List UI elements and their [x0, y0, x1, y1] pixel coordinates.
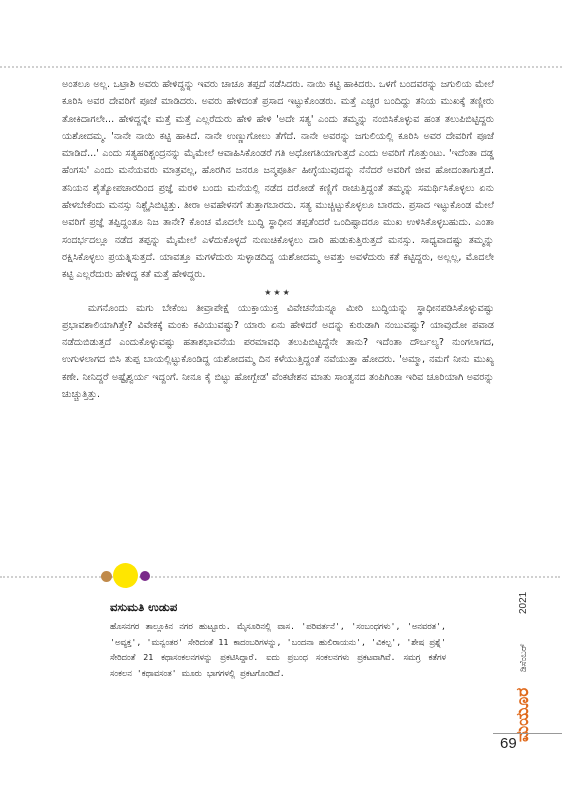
decorative-yellow-dot: [113, 563, 138, 588]
author-name: ವಸುಮತಿ ಉಡುಪ: [110, 600, 178, 614]
issue-month: ಡಿಸೆಂಬರ್: [519, 643, 529, 672]
magazine-name: ಮಯೂರ: [513, 687, 533, 742]
decorative-purple-dot: [140, 571, 150, 581]
article-body: [62, 76, 494, 403]
issue-year: 2021: [518, 591, 529, 614]
top-dotted-rule: [0, 66, 562, 68]
section-separator-stars: ★★★: [264, 287, 292, 297]
author-divider: [0, 576, 560, 578]
issue-date: [510, 580, 534, 680]
page-number-rule: [493, 733, 562, 734]
author-bio: ಹೊಸನಗರ ತಾಲ್ಲೂಕಿನ ನಗರ ಹುಟ್ಟೂರು. ಮೈಸೂರಿನಲ್ಲಿ ವಾಸ. 'ಪರಿವರ್ತನೆ', 'ಸಂಬಂಧಗಳು', 'ಅನವರತ', 'ಅವ್ಯಕ್ತ', 'ಮನ್ವಂತರ' ಸೇರಿದಂತೆ 11 ಕಾದಂಬರಿಗಳನ್ನು, 'ಬಂದನಾ ಹುಲಿರಾಯನು', 'ವಿಕಲ್ಪ', 'ಶೇಷ ಪ್ರಶ್ನೆ' ಸೇರಿದಂತೆ 21 ಕಥಾಸಂಕಲನಗಳನ್ನು ಪ್ರಕಟಿಸಿದ್ದಾರೆ. ಐದು ಪ್ರಬಂಧ ಸಂಕಲನಗಳು ಪ್ರಕಟವಾಗಿವೆ. ಸಮಗ್ರ ಕತೆಗಳ ಸಂಕಲನ 'ಕಥಾವಸಂತ' ಮೂರು ಭಾಗಗಳಲ್ಲಿ ಪ್ರಕಟಗೊಂಡಿದೆ.: [110, 621, 446, 678]
page-number: 69: [500, 735, 517, 752]
decorative-brown-dot: [101, 571, 112, 582]
article-paragraph-1: ಅಂತಲೂ ಅಲ್ಲ. ಒಟ್ರಾಶಿ ಅವರು ಹೇಳಿದ್ದನ್ನು ಇವರು ಚಾಚೂ ತಪ್ಪದೆ ನಡೆಸಿದರು. ನಾಯಿ ಕಟ್ಟಿ ಹಾಕಿದರು. ಒಳಗೆ ಬಂದವರನ್ನು ಜಗುಲಿಯ ಮೇಲೆ ಕೂರಿಸಿ ಅವರ ದೇವರಿಗೆ ಪೂಜೆ ಮಾಡಿದರು. ಅವರು ಹೇಳಿದಂತೆ ಪ್ರಸಾದ ಇಟ್ಟುಕೊಂಡರು. ಮತ್ತೆ ಎಚ್ಚರ ಬಂದಿದ್ದು ತನಿಯ ಮುಖಕ್ಕೆ ತಣ್ಣೀರು ತೋಕಿದಾಗಲೇ... ಹೇಳಿದ್ದನ್ನೇ ಮತ್ತೆ ಮತ್ತೆ ಎಲ್ಲರೆದುರು ಹೇಳಿ ಹೇಳಿ 'ಅದೇ ಸತ್ಯ' ಎಂದು ತಮ್ಮನ್ನು ನಂಬಿಸಿಕೊಳ್ಳುವ ಹಂತ ತಲುಪಿಬಿಟ್ಟಿದ್ದರು ಯಶೋದಮ್ಮ. 'ನಾನೇ ನಾಯಿ ಕಟ್ಟಿ ಹಾಕಿದೆ. ನಾನೇ ಉಣ್ಣುಗೋಲು ತೆಗೆದೆ. ನಾನೇ ಅವರನ್ನು ಜಗುಲಿಯಲ್ಲಿ ಕೂರಿಸಿ ಅವರ ದೇವರಿಗೆ ಪೂಜೆ ಮಾಡಿದೆ...' ಎಂದು ಸತ್ಯಹರಿಶ್ಚಂದ್ರನನ್ನು ಮೈಮೇಲೆ ಆವಾಹಿಸಿಕೊಂಡರೆ ಗತಿ ಅಧೋಗತಿಯಾಗುತ್ತದೆ ಎಂದು ಅವರಿಗೆ ಗೊತ್ತುಂಟು. 'ಇದೆಂತಾ ದಡ್ಡ ಹೆಂಗಸು' ಎಂದು ಮನೆಯವರು ಮಾತ್ರವಲ್ಲ, ಹೊರಗಿನ ಜನರೂ ಜನ್ಮಪೂರ್ತಿ ಹೀಗ್ಳೆಯುವುದನ್ನು ನೆನೆದರೆ ಅವರಿಗೆ ಜೀವ ಹೋದಂತಾಗುತ್ತದೆ. ತನಿಯನ ಶೈತ್ಯೋಪಚಾರದಿಂದ ಪ್ರಜ್ಞೆ ಮರಳಿ ಬಂದು ಮನೆಯಲ್ಲಿ ನಡೆದ ದರೋಡೆ ಕಣ್ಣಿಗೆ ರಾಚುತ್ತಿದ್ದಂತೆ ತಮ್ಮನ್ನು ಸಮರ್ಥಿಸಿಕೊಳ್ಳಲು ಏನು ಹೇಳಬೇಕೆಂದು ಮನಸ್ಸು ನಿಶ್ಚೈಸಿಬಿಟ್ಟಿತ್ತು. ತೀರಾ ಅವಹೇಳನಗೆ ತುತ್ತಾಗಬಾರದು. ಸತ್ಯ ಮುಚ್ಚಿಟ್ಟುಕೊಳ್ಳಲೂ ಬಾರದು. ಪ್ರಸಾದ ಇಟ್ಟುಕೊಂಡ ಮೇಲೆ ಅವರಿಗೆ ಪ್ರಜ್ಞೆ ತಪ್ಪಿದ್ದಂತೂ ನಿಜ ತಾನೇ? ಕೊಂಚ ಮೊದಲೇ ಬುದ್ಧಿ ಸ್ಥಾಧೀನ ತಪ್ಪತೆಂದರೆ ಒಂದಿಷ್ಟಾದರೂ ಮುಖ ಉಳಿಸಿಕೊಳ್ಳಬಹುದು. ಎಂತಾ ಸಂದರ್ಭದಲ್ಲೂ ನಡೆದ ತಪ್ಪನ್ನು ಮೈಮೇಲೆ ಎಳೆದುಕೊಳ್ಳದೆ ನುಣುಚಿಕೊಳ್ಳಲು ದಾರಿ ಹುಡುಕುತ್ತಿರುತ್ತದೆ ಮನಸ್ಸು. ಸಾಧ್ಯವಾದಷ್ಟು ತಮ್ಮನ್ನು ರಕ್ಷಿಸಿಕೊಳ್ಳಲು ಪ್ರಯತ್ನಿಸುತ್ತದೆ. ಯಾವತ್ತೂ ಮಗಳೆದುರು ಸುಳ್ಳಾಡದಿದ್ದ ಯಶೋದಮ್ಮ ಅವತ್ತು ಅವಳೆದುರು ಕತೆ ಕಟ್ಟಿದ್ದರು, ಅಲ್ಲಲ್ಲ, ಮೊದಲೇ ಕಟ್ಟಿ ಎಲ್ಲರೆದುರು ಹೇಳಿದ್ದ ಕತೆ ಮತ್ತೆ ಹೇಳಿದ್ದರು.: [62, 79, 494, 281]
article-paragraph-2: ಮಗನೊಂದು ಮಗು ಬೇಕೆಂಬ ತೀವ್ರಾಪೇಕ್ಷೆ ಯುಕ್ತಾಯುಕ್ತ ವಿವೇಚನೆಯನ್ನೂ ಮೀರಿ ಬುದ್ಧಿಯನ್ನು ಸ್ಥಾಧೀನಪಡಿಸಿಕೊಳ್ಳುವಷ್ಟು ಪ್ರಭಾವಶಾಲಿಯಾಗಿತ್ತೇ? ವಿವೇಕಕ್ಕೆ ಮಂಕು ಕವಿಯುವಷ್ಟು? ಯಾರು ಏನು ಹೇಳಿದರೆ ಅದನ್ನು ಕುರುಡಾಗಿ ನಂಬುವಷ್ಟು? ಯಾವುದೋ ಪವಾಡ ನಡೆದುಬಿಡುತ್ತದೆ ಎಂದುಕೊಳ್ಳುವಷ್ಟು ಹತಾಶಭಾವನೆಯ ಪರಮಾವಧಿ ತಲುಪಿಬಿಟ್ಟಿದ್ದೆನೇ ತಾನು? ಇದೆಂತಾ ದೌರ್ಬಲ್ಯ? ನುಂಗಲಾಗದ, ಉಗುಳಲಾಗದ ಬಿಸಿ ತುಪ್ಪ ಬಾಯಲ್ಲಿಟ್ಟುಕೊಂಡಿದ್ದ ಯಶೋದಮ್ಮ ದಿನ ಕಳೆಯುತ್ತಿದ್ದಂತೆ ನವೆಯುತ್ತಾ ಹೋದರು. 'ಅಮ್ಮಾ, ನಮಗೆ ನೀನು ಮುಖ್ಯ ಕಣೇ. ನೀನಿದ್ದರೆ ಅಷ್ಟೈಶ್ವರ್ಯ ಇದ್ದಂಗೆ. ನೀನೂ ಕೈ ಬಿಟ್ಟು ಹೋಗ್ಬೇಡ' ವೆಂಕಟೇಶನ ಮಾತು ಸಾಂತ್ವನದ ತಂಪಿಗಿಂತಾ ಇರಿವ ಚೂರಿಯಾಗಿ ಅವರನ್ನು ಚುಚ್ಚುತ್ತಿತ್ತು.: [62, 302, 494, 401]
